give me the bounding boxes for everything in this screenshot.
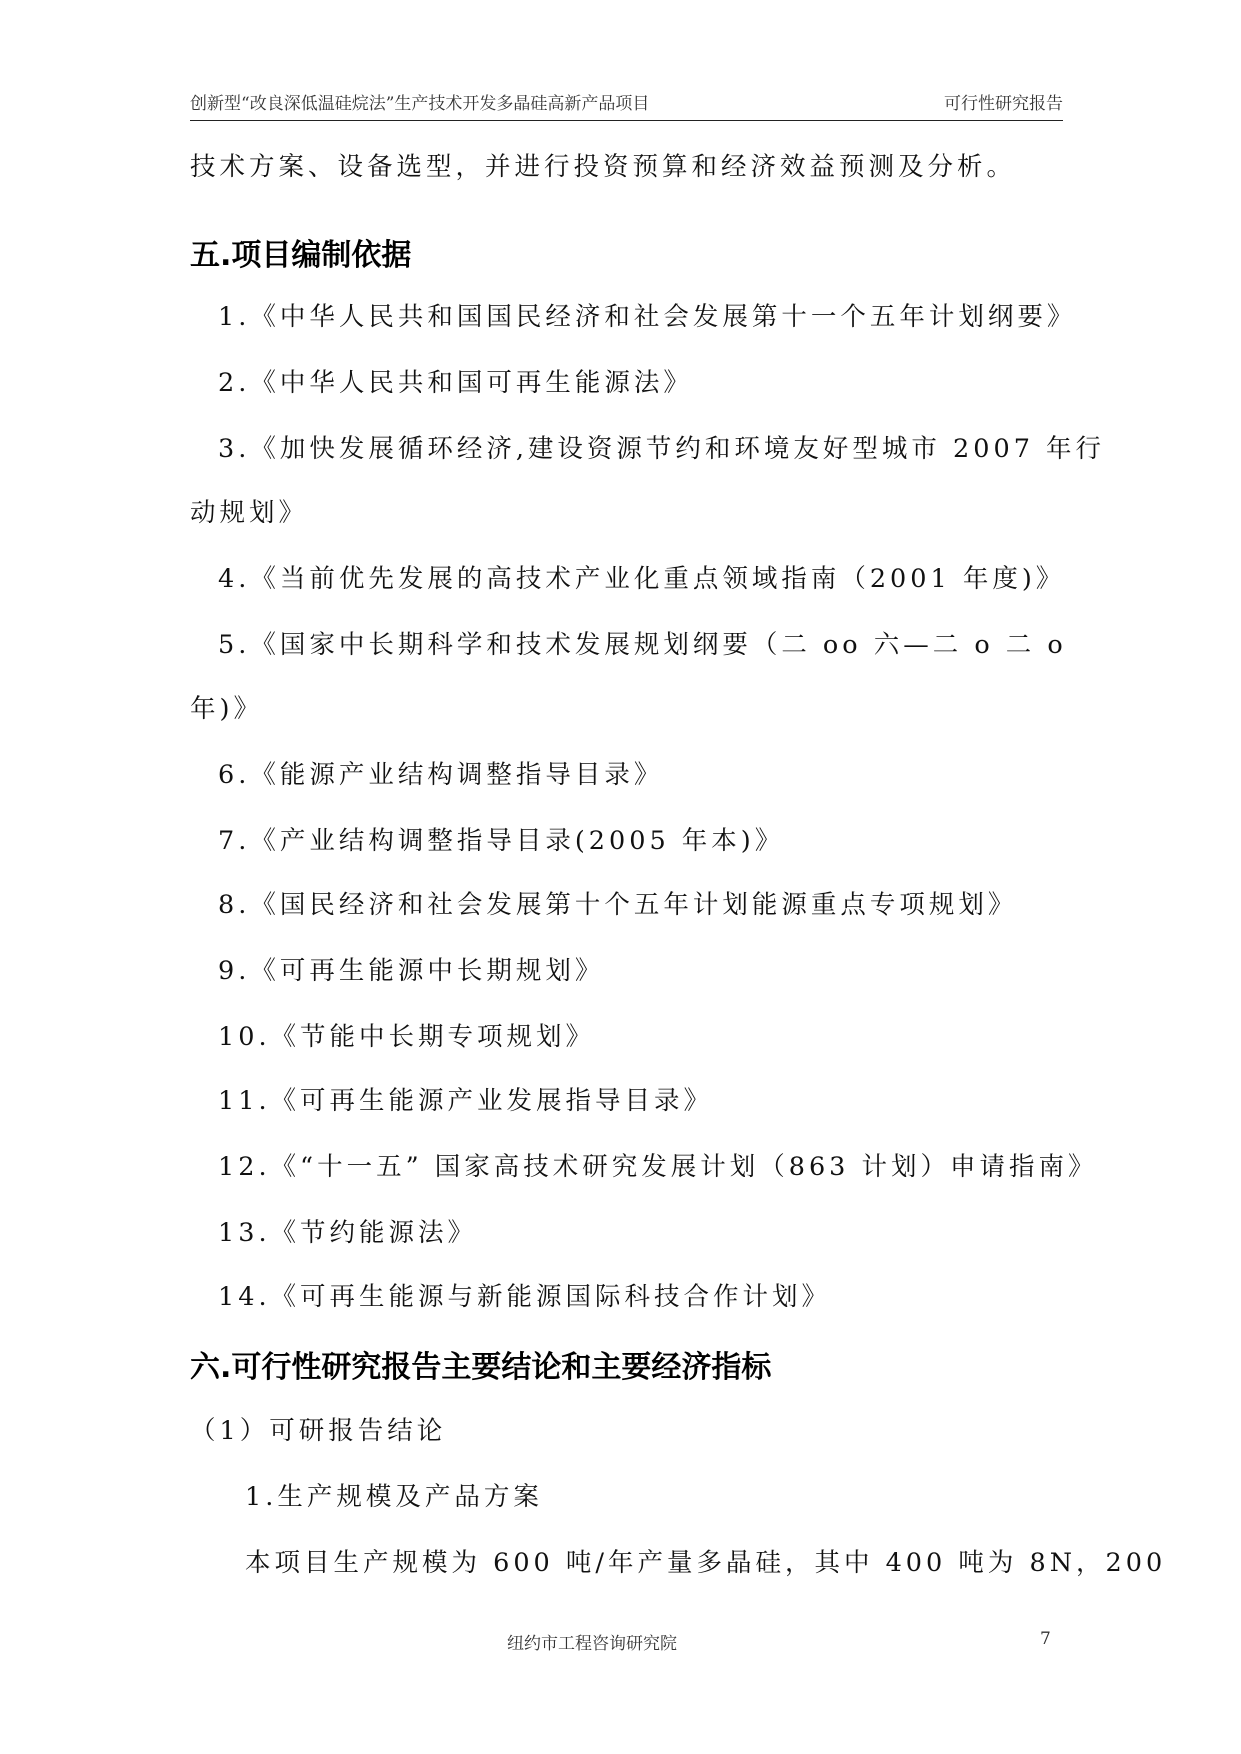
- header-project-title: 创新型“改良深低温硅烷法”生产技术开发多晶硅高新产品项目: [190, 94, 650, 114]
- point-1-label: 1.生产规模及产品方案: [245, 1482, 543, 1512]
- production-scale-paragraph: 本项目生产规模为 600 吨/年产量多晶硅，其中 400 吨为 8N，200: [245, 1548, 1167, 1578]
- basis-item-8: 8.《国民经济和社会发展第十个五年计划能源重点专项规划》: [218, 890, 1018, 920]
- basis-item-3-continuation: 动规划》: [190, 498, 309, 528]
- header-document-type: 可行性研究报告: [944, 94, 1063, 114]
- basis-item-7: 7.《产业结构调整指导目录(2005 年本)》: [218, 826, 785, 856]
- subsection-1-label: （1）可研报告结论: [190, 1416, 447, 1446]
- basis-item-12: 12.《“十一五” 国家高技术研究发展计划（863 计划）申请指南》: [218, 1152, 1098, 1182]
- basis-item-3: 3.《加快发展循环经济,建设资源节约和环境友好型城市 2007 年行: [218, 434, 1106, 464]
- basis-item-5-continuation: 年)》: [190, 694, 263, 724]
- basis-item-2: 2.《中华人民共和国可再生能源法》: [218, 368, 693, 398]
- basis-item-4: 4.《当前优先发展的高技术产业化重点领域指南（2001 年度)》: [218, 564, 1066, 594]
- footer-organization: 纽约市工程咨询研究院: [507, 1634, 677, 1654]
- section-6-heading: 六.可行性研究报告主要结论和主要经济指标: [190, 1350, 772, 1385]
- basis-item-1: 1.《中华人民共和国国民经济和社会发展第十一个五年计划纲要》: [218, 302, 1077, 332]
- basis-item-11: 11.《可再生能源产业发展指导目录》: [218, 1086, 714, 1116]
- page-number: 7: [1040, 1629, 1051, 1649]
- basis-item-9: 9.《可再生能源中长期规划》: [218, 956, 605, 986]
- basis-item-10: 10.《节能中长期专项规划》: [218, 1022, 596, 1052]
- basis-item-6: 6.《能源产业结构调整指导目录》: [218, 760, 664, 790]
- basis-item-5: 5.《国家中长期科学和技术发展规划纲要（二 oo 六—二 o 二 o: [218, 630, 1067, 660]
- basis-item-14: 14.《可再生能源与新能源国际科技合作计划》: [218, 1282, 832, 1312]
- page-header: [190, 86, 1063, 121]
- section-5-heading: 五.项目编制依据: [190, 238, 412, 273]
- intro-continuation-text: 技术方案、设备选型，并进行投资预算和经济效益预测及分析。: [190, 152, 1017, 182]
- basis-item-13: 13.《节约能源法》: [218, 1218, 478, 1248]
